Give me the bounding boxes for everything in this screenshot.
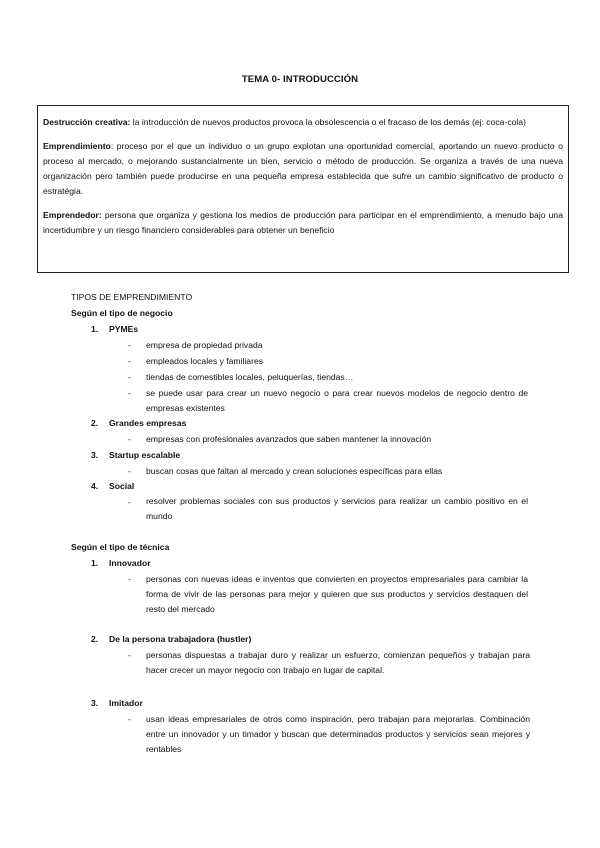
list-item: empresa de propiedad privada — [146, 340, 263, 350]
page-title: TEMA 0- INTRODUCCIÓN — [241, 74, 359, 85]
list-item: usan ideas empresariales de otros como inspiración, pero trabajan para mejorarlas. Combinación entre un innovador y un timador y buscan que determinados productos y servicios sean mejores y rentables — [146, 714, 530, 754]
list-item: se puede usar para crear un nuevo negocio o para crear nuevos modelos de negocio dentro de empresas existentes — [146, 388, 528, 413]
definition-term: Destrucción creativa — [43, 117, 128, 127]
business-heading: Según el tipo de negocio — [71, 308, 173, 318]
technique-heading: Según el tipo de técnica — [71, 542, 170, 552]
definition-emprendedor: Emprendedor: persona que organiza y gestiona los medios de producción para participar en el emprendimiento, a menudo bajo una incertidumbre y un riesgo financiero considerables para obtener un beneficio — [43, 210, 563, 235]
list-item-title: Startup escalable — [109, 450, 181, 460]
list-item: personas dispuestas a trabajar duro y realizar un esfuerzo, comienzan pequeños y trabajan para hacer crecer un mayor negocio con trabajo en lugar de capital. — [146, 650, 530, 675]
list-item: personas con nuevas ideas e inventos que convierten en proyectos empresariales para cambiar la forma de vivir de las personas para mejor y quieren que sus productos y servicios destaquen del resto del mercado — [146, 574, 528, 614]
definition-term: Emprendimiento — [43, 141, 111, 151]
document-page: TEMA 0- INTRODUCCIÓN Destrucción creativa: la introducción de nuevos productos provoca la obsolescencia o el fracaso de los demás (ej: coca-cola) Emprendimiento: proceso por el que un individuo o un grupo explotan una oportunidad comercial, aportando un nuevo producto o proceso al mercado, o mejorando sustancialmente un bien, servicio o método de producción. Se organiza a través de una nueva organización pero también puede producirse en una pequeña empresa establecida que sufre un cambio significativo de producto o estratégia. Emprendedor: persona que organiza y gestiona los medios de producción para participar en el emprendimiento, a menudo bajo una incertidumbre y un riesgo financiero considerables para obtener un beneficio TIPOS DE EMPRENDIMIENTO Según el tipo de negocio 1. PYMEs - empresa de propiedad privada - empleados locales y familiares - tiendas de comestibles locales, peluquerías, tiendas… - se puede usar para crear un nuevo negocio o para crear nuevos modelos de negocio dentro de empresas existentes 2. Grandes empresas - empresas con profesionales avanzados que saben mantener la innovación 3. Startup escalable - buscan cosas que faltan al mercado y crean soluciones específicas para ellas 4. Social - resolver problemas sociales con sus productos y servicios para realizar un cambio positivo en el mundo Según el tipo de técnica 1. Innovador - personas con nuevas ideas e inventos que convierten en proyectos empresariales para cambiar la forma de vivir de las personas para mejor y quieren que sus productos y servicios destaquen del resto del mercado 2. De la persona trabajadora (hustler) - personas dispuestas a trabajar duro y realizar un esfuerzo, comienzan pequeños y trabajan para hacer crecer un mayor negocio con trabajo en lugar de capital. 3. Imitador - usan ideas empresariales de otros como inspiración, pero trabajan para mejorarlas. Combinación entre un innovador y un timador y buscan que determinados productos y servicios sean mejores y rentables — [0, 0, 600, 848]
definition-text: la introducción de nuevos productos provoca la obsolescencia o el fracaso de los demás (ej: coca-cola) — [130, 117, 526, 127]
list-item-title: PYMEs — [109, 324, 139, 334]
list-item-title: De la persona trabajadora (hustler) — [109, 634, 252, 644]
list-item-title: Social — [109, 481, 135, 491]
list-item: tiendas de comestibles locales, peluquerías, tiendas… — [146, 372, 354, 382]
definition-term: Emprendedor — [43, 210, 99, 220]
list-item: empresas con profesionales avanzados que saben mantener la innovación — [146, 434, 432, 444]
list-item-title: Grandes empresas — [109, 418, 187, 428]
definition-destruccion: Destrucción creativa: la introducción de nuevos productos provoca la obsolescencia o el fracaso de los demás (ej: coca-cola) — [43, 117, 526, 127]
definition-text: proceso por el que un individuo o un grupo explotan una oportunidad comercial, aportando un nuevo producto o proceso al mercado, o mejorando sustancialmente un bien, servicio o método de producción. Se organiza a través de una nueva organización pero también puede producirse en una pequeña empresa establecida que sufre un cambio significativo de producto o estratégia. — [43, 141, 563, 196]
definition-emprendimiento: Emprendimiento: proceso por el que un individuo o un grupo explotan una oportunidad comercial, aportando un nuevo producto o proceso al mercado, o mejorando sustancialmente un bien, servicio o método de producción. Se organiza a través de una nueva organización pero también puede producirse en una pequeña empresa establecida que sufre un cambio significativo de producto o estratégia. — [43, 141, 563, 196]
list-item: empleados locales y familiares — [146, 356, 264, 366]
list-item-title: Imitador — [109, 698, 143, 708]
list-item-title: Innovador — [109, 558, 151, 568]
definition-text: persona que organiza y gestiona los medios de producción para participar en el emprendimiento, a menudo bajo una incertidumbre y un riesgo financiero considerables para obtener un beneficio — [43, 210, 563, 235]
list-item: resolver problemas sociales con sus productos y servicios para realizar un cambio positivo en el mundo — [146, 496, 528, 521]
section-title: TIPOS DE EMPRENDIMIENTO — [71, 292, 193, 302]
definitions-box — [37, 105, 569, 273]
list-item: buscan cosas que faltan al mercado y crean soluciones específicas para ellas — [146, 466, 443, 476]
